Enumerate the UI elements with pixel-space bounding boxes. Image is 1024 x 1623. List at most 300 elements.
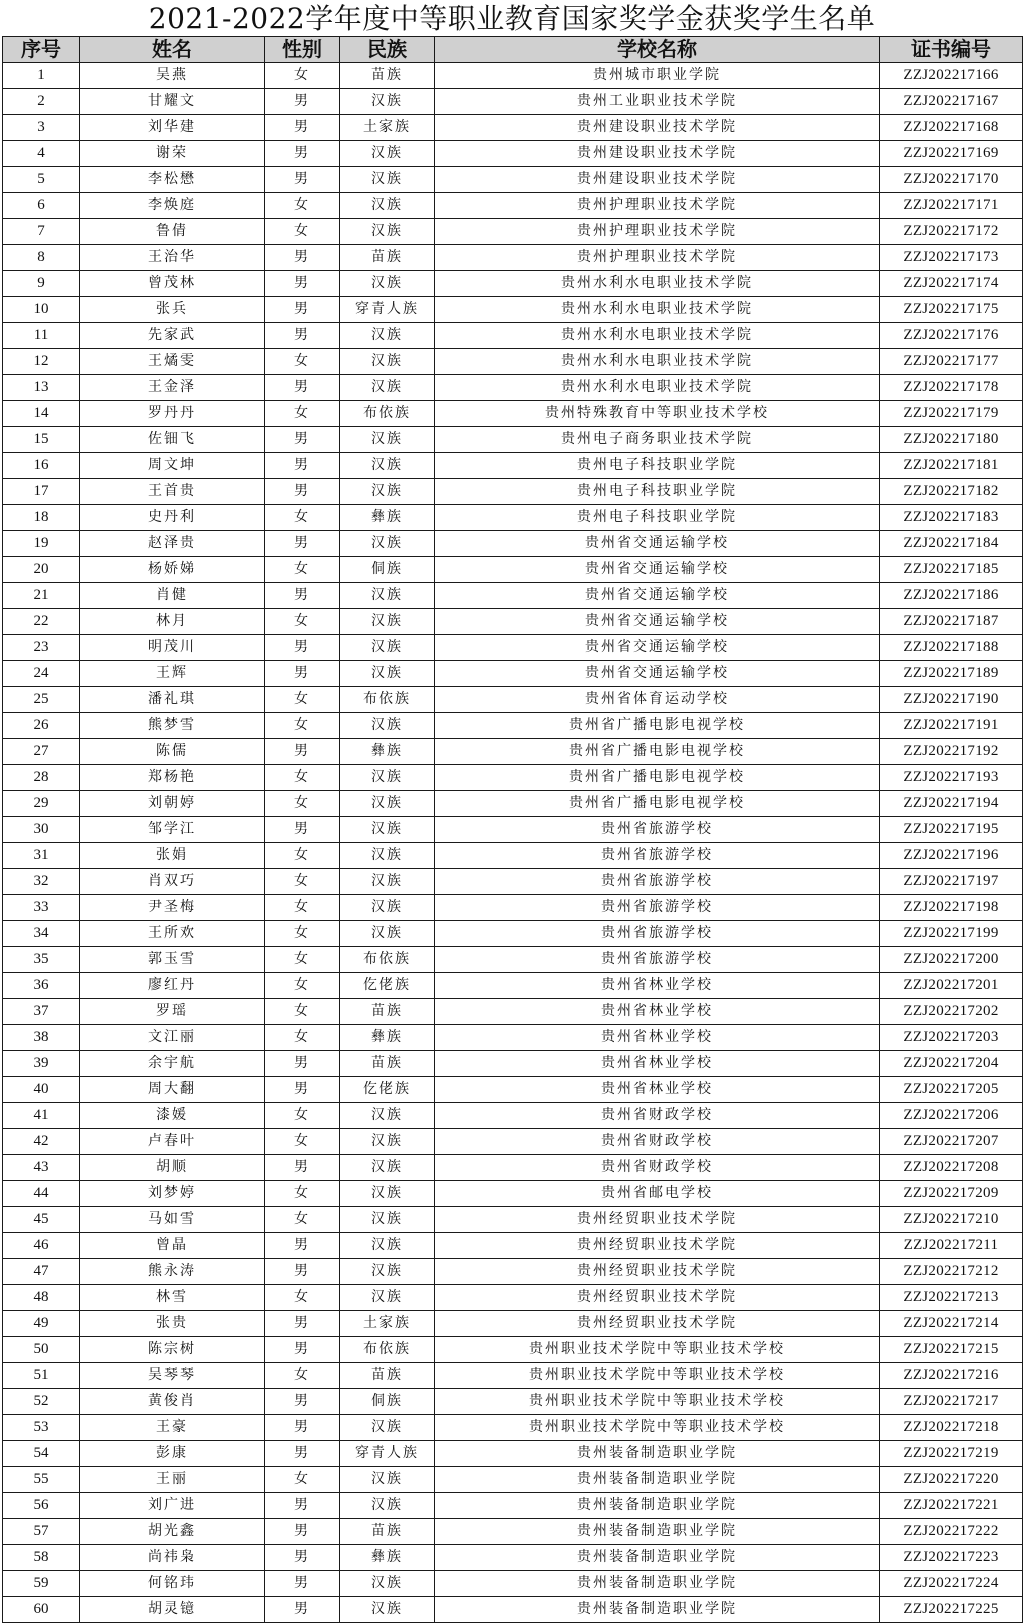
table-row [3,843,1023,869]
cell-school: 贵州电子科技职业学院 [435,505,880,531]
cell-ethnicity: 汉族 [340,1467,435,1493]
cell-gender: 女 [265,921,340,947]
cell-gender: 男 [265,1571,340,1597]
cell-ethnicity: 汉族 [340,765,435,791]
column-header-school: 学校名称 [435,37,880,63]
cell-name: 尚祎枭 [80,1545,265,1571]
cell-ethnicity: 汉族 [340,791,435,817]
cell-school: 贵州职业技术学院中等职业技术学校 [435,1337,880,1363]
table-row [3,219,1023,245]
cell-name: 彭康 [80,1441,265,1467]
cell-name: 王金泽 [80,375,265,401]
cell-seq: 60 [3,1597,80,1623]
cell-ethnicity: 土家族 [340,115,435,141]
header-row [3,37,1023,63]
cell-school: 贵州装备制造职业学院 [435,1571,880,1597]
cell-school: 贵州省广播电影电视学校 [435,739,880,765]
cell-name: 廖红丹 [80,973,265,999]
cell-certificate: ZZJ202217186 [880,583,1023,609]
cell-certificate: ZZJ202217207 [880,1129,1023,1155]
cell-school: 贵州建设职业技术学院 [435,167,880,193]
cell-ethnicity: 苗族 [340,1363,435,1389]
cell-seq: 40 [3,1077,80,1103]
cell-ethnicity: 布依族 [340,687,435,713]
cell-certificate: ZZJ202217176 [880,323,1023,349]
table-row [3,1233,1023,1259]
cell-certificate: ZZJ202217190 [880,687,1023,713]
cell-certificate: ZZJ202217177 [880,349,1023,375]
cell-seq: 52 [3,1389,80,1415]
cell-ethnicity: 汉族 [340,661,435,687]
cell-gender: 男 [265,1389,340,1415]
table-row [3,271,1023,297]
cell-ethnicity: 汉族 [340,1155,435,1181]
table-row [3,531,1023,557]
cell-seq: 30 [3,817,80,843]
table-body [3,63,1023,1623]
cell-ethnicity: 汉族 [340,349,435,375]
cell-school: 贵州省交通运输学校 [435,661,880,687]
cell-school: 贵州装备制造职业学院 [435,1493,880,1519]
cell-seq: 39 [3,1051,80,1077]
cell-name: 王丽 [80,1467,265,1493]
cell-name: 尹圣梅 [80,895,265,921]
cell-ethnicity: 汉族 [340,1129,435,1155]
cell-gender: 男 [265,427,340,453]
cell-ethnicity: 汉族 [340,1415,435,1441]
cell-name: 文江丽 [80,1025,265,1051]
table-row [3,453,1023,479]
cell-name: 刘朝婷 [80,791,265,817]
table-row [3,661,1023,687]
cell-gender: 男 [265,1077,340,1103]
cell-school: 贵州省交通运输学校 [435,583,880,609]
cell-gender: 男 [265,89,340,115]
cell-ethnicity: 穿青人族 [340,1441,435,1467]
cell-gender: 女 [265,219,340,245]
cell-seq: 15 [3,427,80,453]
table-row [3,687,1023,713]
cell-seq: 55 [3,1467,80,1493]
table-row [3,1467,1023,1493]
cell-school: 贵州装备制造职业学院 [435,1597,880,1623]
cell-certificate: ZZJ202217216 [880,1363,1023,1389]
cell-name: 李松懋 [80,167,265,193]
cell-certificate: ZZJ202217185 [880,557,1023,583]
cell-name: 林雪 [80,1285,265,1311]
cell-certificate: ZZJ202217175 [880,297,1023,323]
cell-ethnicity: 汉族 [340,583,435,609]
cell-seq: 17 [3,479,80,505]
table-row [3,1285,1023,1311]
cell-name: 罗瑶 [80,999,265,1025]
table-row [3,1051,1023,1077]
cell-seq: 1 [3,63,80,89]
table-row [3,973,1023,999]
cell-name: 郑杨艳 [80,765,265,791]
cell-certificate: ZZJ202217215 [880,1337,1023,1363]
cell-ethnicity: 仡佬族 [340,973,435,999]
table-row [3,1025,1023,1051]
cell-name: 王首贵 [80,479,265,505]
cell-seq: 12 [3,349,80,375]
cell-gender: 男 [265,1337,340,1363]
cell-certificate: ZZJ202217169 [880,141,1023,167]
cell-seq: 5 [3,167,80,193]
cell-certificate: ZZJ202217206 [880,1103,1023,1129]
cell-certificate: ZZJ202217203 [880,1025,1023,1051]
table-row [3,479,1023,505]
cell-school: 贵州省旅游学校 [435,817,880,843]
cell-ethnicity: 汉族 [340,323,435,349]
cell-ethnicity: 汉族 [340,1103,435,1129]
cell-name: 吴燕 [80,63,265,89]
cell-school: 贵州经贸职业技术学院 [435,1207,880,1233]
cell-gender: 女 [265,1285,340,1311]
cell-certificate: ZZJ202217195 [880,817,1023,843]
cell-seq: 7 [3,219,80,245]
cell-certificate: ZZJ202217199 [880,921,1023,947]
table-row [3,1311,1023,1337]
cell-certificate: ZZJ202217180 [880,427,1023,453]
cell-certificate: ZZJ202217223 [880,1545,1023,1571]
cell-ethnicity: 汉族 [340,1259,435,1285]
table-row [3,1103,1023,1129]
cell-ethnicity: 苗族 [340,63,435,89]
table-header [3,37,1023,63]
cell-name: 曾晶 [80,1233,265,1259]
table-row [3,505,1023,531]
cell-name: 刘广进 [80,1493,265,1519]
cell-school: 贵州水利水电职业技术学院 [435,349,880,375]
cell-name: 陈儒 [80,739,265,765]
cell-certificate: ZZJ202217168 [880,115,1023,141]
cell-certificate: ZZJ202217189 [880,661,1023,687]
cell-gender: 女 [265,973,340,999]
cell-school: 贵州省邮电学校 [435,1181,880,1207]
cell-certificate: ZZJ202217225 [880,1597,1023,1623]
cell-school: 贵州护理职业技术学院 [435,219,880,245]
cell-ethnicity: 汉族 [340,375,435,401]
cell-gender: 女 [265,1207,340,1233]
column-header-ethnicity: 民族 [340,37,435,63]
cell-school: 贵州经贸职业技术学院 [435,1311,880,1337]
cell-ethnicity: 布依族 [340,401,435,427]
cell-certificate: ZZJ202217204 [880,1051,1023,1077]
cell-seq: 34 [3,921,80,947]
table-row [3,1545,1023,1571]
cell-seq: 56 [3,1493,80,1519]
cell-certificate: ZZJ202217221 [880,1493,1023,1519]
cell-seq: 44 [3,1181,80,1207]
cell-seq: 38 [3,1025,80,1051]
table-row [3,297,1023,323]
cell-certificate: ZZJ202217222 [880,1519,1023,1545]
cell-name: 王所欢 [80,921,265,947]
table-row [3,401,1023,427]
column-header-seq: 序号 [3,37,80,63]
cell-school: 贵州装备制造职业学院 [435,1545,880,1571]
cell-certificate: ZZJ202217178 [880,375,1023,401]
cell-gender: 男 [265,531,340,557]
cell-seq: 27 [3,739,80,765]
cell-seq: 9 [3,271,80,297]
cell-name: 史丹利 [80,505,265,531]
cell-certificate: ZZJ202217172 [880,219,1023,245]
cell-ethnicity: 汉族 [340,1181,435,1207]
table-row [3,1363,1023,1389]
table-row [3,375,1023,401]
cell-name: 张兵 [80,297,265,323]
cell-school: 贵州省交通运输学校 [435,609,880,635]
cell-gender: 男 [265,245,340,271]
cell-gender: 女 [265,895,340,921]
cell-seq: 49 [3,1311,80,1337]
table-row [3,1389,1023,1415]
cell-seq: 42 [3,1129,80,1155]
cell-gender: 女 [265,193,340,219]
cell-gender: 男 [265,479,340,505]
table-row [3,765,1023,791]
table-row [3,635,1023,661]
cell-certificate: ZZJ202217217 [880,1389,1023,1415]
cell-gender: 女 [265,843,340,869]
cell-seq: 35 [3,947,80,973]
cell-ethnicity: 侗族 [340,1389,435,1415]
cell-gender: 男 [265,1259,340,1285]
table-row [3,63,1023,89]
cell-school: 贵州省旅游学校 [435,869,880,895]
cell-certificate: ZZJ202217166 [880,63,1023,89]
cell-certificate: ZZJ202217173 [880,245,1023,271]
cell-seq: 57 [3,1519,80,1545]
cell-certificate: ZZJ202217167 [880,89,1023,115]
cell-seq: 54 [3,1441,80,1467]
cell-certificate: ZZJ202217208 [880,1155,1023,1181]
cell-gender: 男 [265,661,340,687]
cell-ethnicity: 汉族 [340,817,435,843]
cell-ethnicity: 汉族 [340,1597,435,1623]
cell-name: 陈宗树 [80,1337,265,1363]
cell-name: 罗丹丹 [80,401,265,427]
cell-school: 贵州经贸职业技术学院 [435,1285,880,1311]
cell-ethnicity: 汉族 [340,895,435,921]
cell-ethnicity: 汉族 [340,713,435,739]
cell-gender: 男 [265,297,340,323]
cell-ethnicity: 穿青人族 [340,297,435,323]
cell-name: 熊永涛 [80,1259,265,1285]
table-row [3,1597,1023,1623]
cell-name: 谢荣 [80,141,265,167]
cell-certificate: ZZJ202217201 [880,973,1023,999]
cell-ethnicity: 汉族 [340,167,435,193]
cell-gender: 女 [265,63,340,89]
cell-seq: 3 [3,115,80,141]
cell-school: 贵州电子科技职业学院 [435,453,880,479]
cell-gender: 女 [265,791,340,817]
page-title: 2021-2022学年度中等职业教育国家奖学金获奖学生名单 [148,2,876,35]
cell-school: 贵州工业职业技术学院 [435,89,880,115]
cell-name: 熊梦雪 [80,713,265,739]
cell-name: 王燏雯 [80,349,265,375]
cell-seq: 32 [3,869,80,895]
cell-school: 贵州水利水电职业技术学院 [435,375,880,401]
cell-name: 张娟 [80,843,265,869]
table-row [3,427,1023,453]
cell-school: 贵州省财政学校 [435,1103,880,1129]
table-row [3,921,1023,947]
column-header-name: 姓名 [80,37,265,63]
cell-gender: 男 [265,1441,340,1467]
cell-gender: 男 [265,167,340,193]
cell-certificate: ZZJ202217220 [880,1467,1023,1493]
cell-name: 李焕庭 [80,193,265,219]
cell-ethnicity: 布依族 [340,1337,435,1363]
table-row [3,115,1023,141]
cell-gender: 女 [265,1363,340,1389]
cell-name: 佐钿飞 [80,427,265,453]
cell-gender: 男 [265,1597,340,1623]
table-row [3,895,1023,921]
cell-ethnicity: 汉族 [340,1493,435,1519]
cell-certificate: ZZJ202217224 [880,1571,1023,1597]
cell-school: 贵州省林业学校 [435,999,880,1025]
cell-ethnicity: 汉族 [340,1285,435,1311]
cell-ethnicity: 汉族 [340,193,435,219]
table-row [3,999,1023,1025]
cell-seq: 11 [3,323,80,349]
cell-seq: 33 [3,895,80,921]
table-row [3,739,1023,765]
cell-seq: 50 [3,1337,80,1363]
cell-gender: 女 [265,1181,340,1207]
cell-name: 马如雪 [80,1207,265,1233]
cell-certificate: ZZJ202217210 [880,1207,1023,1233]
cell-school: 贵州电子科技职业学院 [435,479,880,505]
cell-school: 贵州水利水电职业技术学院 [435,297,880,323]
cell-name: 余宇航 [80,1051,265,1077]
cell-name: 王治华 [80,245,265,271]
cell-certificate: ZZJ202217205 [880,1077,1023,1103]
cell-seq: 2 [3,89,80,115]
cell-gender: 男 [265,1545,340,1571]
cell-certificate: ZZJ202217198 [880,895,1023,921]
cell-school: 贵州电子商务职业技术学院 [435,427,880,453]
cell-seq: 43 [3,1155,80,1181]
cell-name: 漆媛 [80,1103,265,1129]
cell-gender: 女 [265,557,340,583]
cell-certificate: ZZJ202217183 [880,505,1023,531]
cell-gender: 女 [265,999,340,1025]
cell-name: 胡顺 [80,1155,265,1181]
table-row [3,1181,1023,1207]
cell-seq: 10 [3,297,80,323]
cell-school: 贵州特殊教育中等职业技术学校 [435,401,880,427]
cell-seq: 8 [3,245,80,271]
cell-seq: 26 [3,713,80,739]
cell-seq: 19 [3,531,80,557]
cell-school: 贵州省交通运输学校 [435,557,880,583]
cell-certificate: ZZJ202217193 [880,765,1023,791]
table-row [3,1259,1023,1285]
cell-gender: 男 [265,375,340,401]
cell-ethnicity: 汉族 [340,635,435,661]
cell-gender: 女 [265,947,340,973]
table-row [3,583,1023,609]
table-row [3,1337,1023,1363]
cell-school: 贵州装备制造职业学院 [435,1441,880,1467]
cell-ethnicity: 苗族 [340,1519,435,1545]
cell-certificate: ZZJ202217212 [880,1259,1023,1285]
table-row [3,323,1023,349]
cell-school: 贵州省广播电影电视学校 [435,765,880,791]
cell-certificate: ZZJ202217171 [880,193,1023,219]
cell-seq: 46 [3,1233,80,1259]
table-row [3,245,1023,271]
cell-school: 贵州装备制造职业学院 [435,1467,880,1493]
cell-school: 贵州水利水电职业技术学院 [435,271,880,297]
cell-name: 林月 [80,609,265,635]
cell-certificate: ZZJ202217209 [880,1181,1023,1207]
table-row [3,817,1023,843]
cell-certificate: ZZJ202217187 [880,609,1023,635]
cell-seq: 41 [3,1103,80,1129]
cell-name: 邹学江 [80,817,265,843]
column-header-certificate: 证书编号 [880,37,1023,63]
cell-ethnicity: 汉族 [340,609,435,635]
cell-ethnicity: 汉族 [340,271,435,297]
table-row [3,869,1023,895]
cell-school: 贵州省交通运输学校 [435,531,880,557]
table-row [3,1129,1023,1155]
table-row [3,1155,1023,1181]
cell-name: 明茂川 [80,635,265,661]
cell-certificate: ZZJ202217191 [880,713,1023,739]
cell-ethnicity: 苗族 [340,245,435,271]
cell-name: 周大翻 [80,1077,265,1103]
cell-ethnicity: 汉族 [340,1207,435,1233]
cell-certificate: ZZJ202217213 [880,1285,1023,1311]
cell-certificate: ZZJ202217196 [880,843,1023,869]
cell-gender: 女 [265,505,340,531]
cell-name: 肖健 [80,583,265,609]
cell-school: 贵州省交通运输学校 [435,635,880,661]
cell-name: 肖双巧 [80,869,265,895]
cell-ethnicity: 土家族 [340,1311,435,1337]
column-header-gender: 性别 [265,37,340,63]
cell-school: 贵州建设职业技术学院 [435,115,880,141]
cell-school: 贵州省旅游学校 [435,843,880,869]
cell-seq: 31 [3,843,80,869]
cell-name: 黄俊肖 [80,1389,265,1415]
cell-seq: 37 [3,999,80,1025]
cell-certificate: ZZJ202217194 [880,791,1023,817]
cell-seq: 58 [3,1545,80,1571]
cell-ethnicity: 汉族 [340,479,435,505]
cell-gender: 女 [265,1103,340,1129]
cell-ethnicity: 汉族 [340,869,435,895]
cell-name: 先家武 [80,323,265,349]
cell-ethnicity: 汉族 [340,843,435,869]
cell-school: 贵州省财政学校 [435,1155,880,1181]
cell-seq: 47 [3,1259,80,1285]
cell-gender: 男 [265,141,340,167]
cell-seq: 21 [3,583,80,609]
cell-name: 吴琴琴 [80,1363,265,1389]
cell-school: 贵州护理职业技术学院 [435,245,880,271]
cell-gender: 男 [265,453,340,479]
cell-school: 贵州省财政学校 [435,1129,880,1155]
